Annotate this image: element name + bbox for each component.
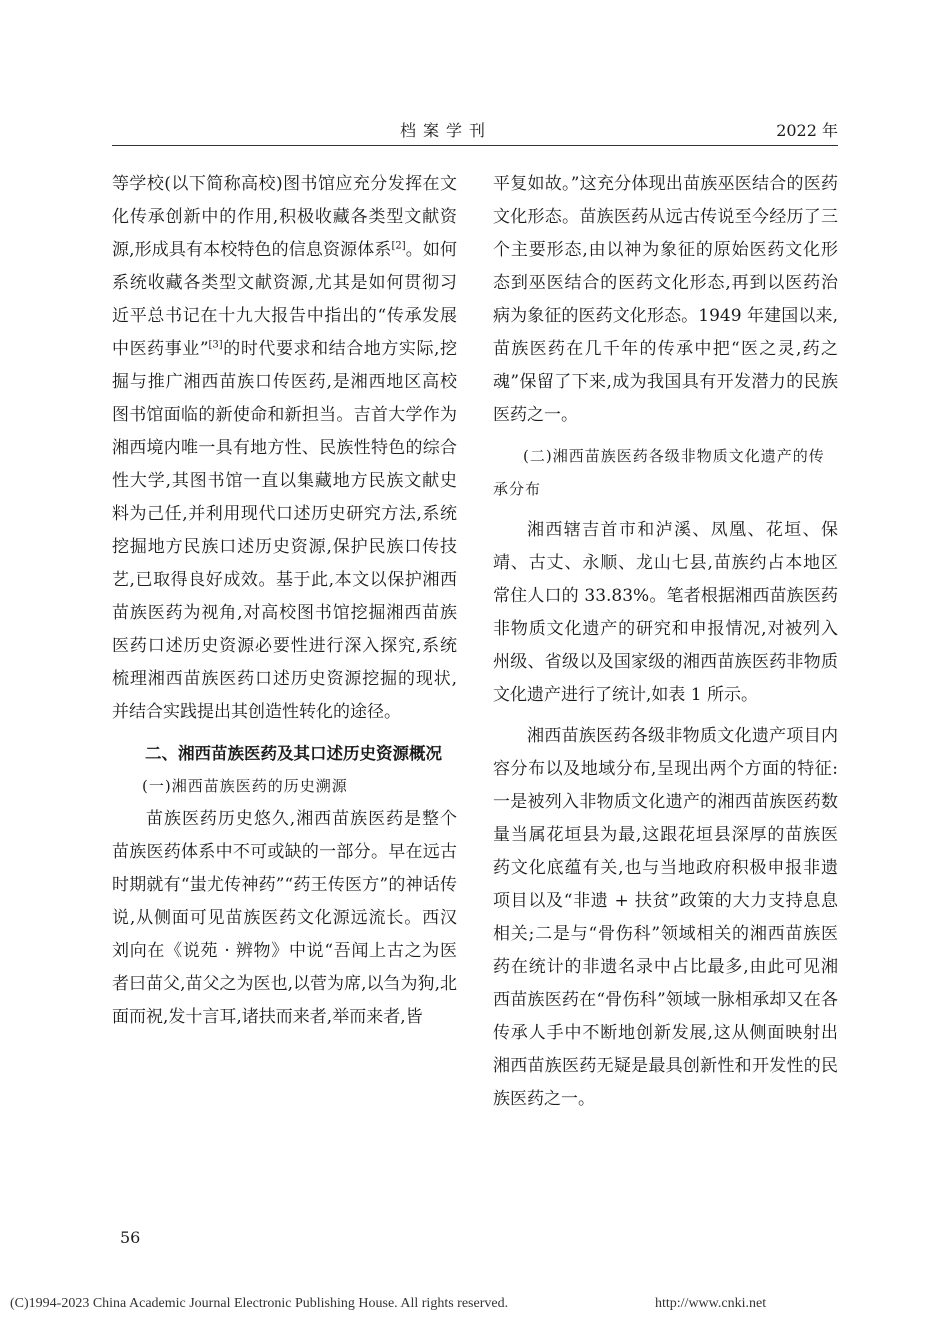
intro-paragraph xyxy=(112,168,457,729)
citation-2: [2] xyxy=(391,240,406,252)
history-paragraph: 苗族医药历史悠久,湘西苗族医药是整个苗族医药体系中不可或缺的一部分。早在远古时期就有“蚩尤传神药”“药王传医方”的神话传说,从侧面可见苗族医药文化源远流长。西汉刘向在《说苑 · 辨物》中说“吾闻上古之为医者曰苗父,苗父之为医也,以菅为席,以刍为狗,北面而祝,发十言耳,诸扶而来者,举而来者,皆 xyxy=(112,809,457,1027)
section-heading-2: 二、湘西苗族医药及其口述历史资源概况 xyxy=(145,744,442,763)
journal-title: 档案学刊 xyxy=(400,121,493,140)
copyright-notice: (C)1994-2023 China Academic Journal Electronic Publishing House. All rights reserved. xyxy=(10,1296,509,1311)
continuation-paragraph: 平复如故。”这充分体现出苗族巫医结合的医药文化形态。苗族医药从远古传说至今经历了三个主要形态,由以神为象征的原始医药文化形态到巫医结合的医药文化形态,再到以医药治病为象征的医药文化形态。1949 年建国以来,苗族医药在几千年的传承中把“医之灵,药之魂”保留了下来,成为我国具有开发潜力的民族医药之一。 xyxy=(493,174,838,425)
left-column xyxy=(112,168,457,1034)
intro-text-2: 。如何系统收藏各类型文献资源,尤其是如何贯彻习近平总书记在十九大报告中指出的“传承发展中医药事业” xyxy=(112,240,458,359)
page-number: 56 xyxy=(120,1228,141,1247)
publication-year: 2022 年 xyxy=(776,121,838,140)
subsection-heading-1: (一)湘西苗族医药的历史溯源 xyxy=(142,777,348,795)
intro-text-1: 等学校(以下简称高校)图书馆应充分发挥在文化传承创新中的作用,积极收藏各类型文献资源,形成具有本校特色的信息资源体系 xyxy=(112,174,457,260)
right-column xyxy=(493,168,838,1116)
header-divider xyxy=(112,145,838,146)
features-paragraph: 湘西苗族医药各级非物质文化遗产项目内容分布以及地域分布,呈现出两个方面的特征:一是被列入非物质文化遗产的湘西苗族医药数量当属花垣县为最,这跟花垣县深厚的苗族医药文化底蕴有关,也与当地政府积极申报非遗项目以及“非遗 + 扶贫”政策的大力支持息息相关;二是与“骨伤科”领域相关的湘西苗族医药在统计的非遗名录中占比最多,由此可见湘西苗族医药在“骨伤科”领域一脉相承却又在各传承人手中不断地创新发展,这从侧面映射出湘西苗族医药无疑是最具创新性和开发性的民族医药之一。 xyxy=(493,726,838,1109)
footer-url: http://www.cnki.net xyxy=(655,1296,767,1311)
distribution-paragraph: 湘西辖吉首市和泸溪、凤凰、花垣、保靖、古丈、永顺、龙山七县,苗族约占本地区常住人口的 33.83%。笔者根据湘西苗族医药非物质文化遗产的研究和申报情况,对被列入州级、省级以及国家级的湘西苗族医药非物质文化遗产进行了统计,如表 1 所示。 xyxy=(493,520,838,705)
subsection-heading-2: (二)湘西苗族医药各级非物质文化遗产的传承分布 xyxy=(493,447,825,498)
intro-text-3: 的时代要求和结合地方实际,挖掘与推广湘西苗族口传医药,是湘西地区高校图书馆面临的新使命和新担当。吉首大学作为湘西境内唯一具有地方性、民族性特色的综合性大学,其图书馆一直以集藏地方民族文献史料为己任,并利用现代口述历史研究方法,系统挖掘地方民族口述历史资源,保护民族口传技艺,已取得良好成效。基于此,本文以保护湘西苗族医药为视角,对高校图书馆挖掘湘西苗族医药口述历史资源必要性进行深入探究,系统梳理湘西苗族医药口述历史资源挖掘的现状,并结合实践提出其创造性转化的途径。 xyxy=(112,339,457,722)
citation-3: [3] xyxy=(208,339,223,351)
